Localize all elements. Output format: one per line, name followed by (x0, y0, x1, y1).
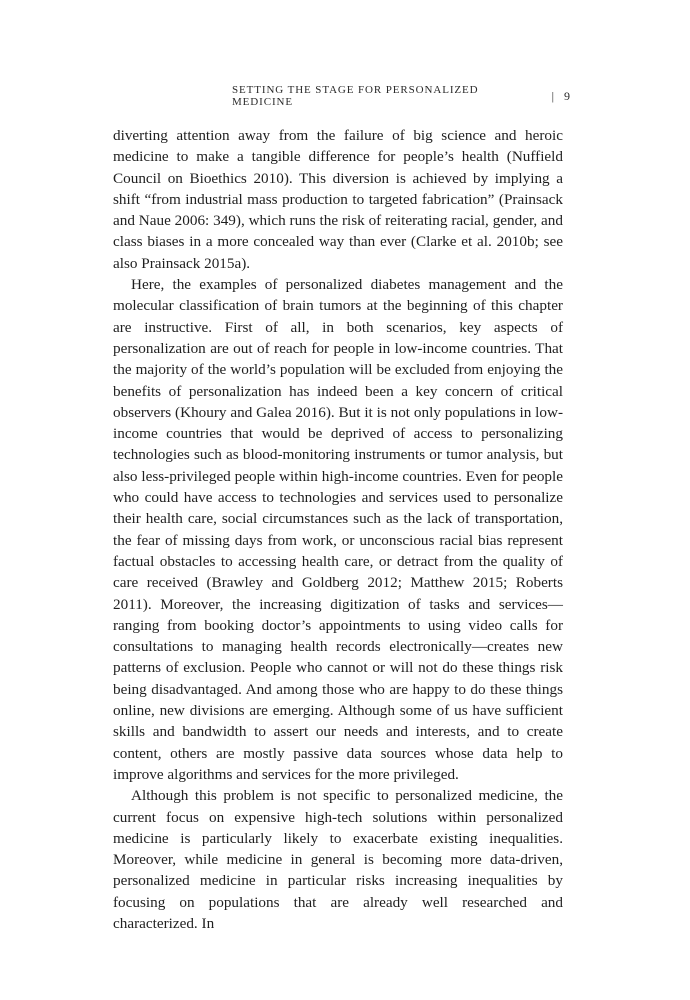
running-head-title: SETTING THE STAGE FOR PERSONALIZED MEDICINE (232, 84, 479, 108)
page-number: 9 (564, 88, 570, 103)
paragraph-2: Here, the examples of personalized diabetes management and the molecular classification of brain tumors at the beginning of this chapter are instructive. First of all, in both scenarios, key aspects of personalization are out of reach for people in low-income countries. That the majority of the world’s population will be excluded from enjoying the benefits of personalization has indeed been a key concern of critical observers (Khoury and Galea 2016). But it is not only populations in low-income countries that would be deprived of access to personalizing technologies such as blood-monitoring instruments or tumor analysis, but also less-privileged people within high-income countries. Even for people who could have access to technologies and services used to personalize their health care, social circumstances such as the lack of transportation, the fear of missing days from work, or unconscious racial bias represent factual obstacles to accessing health care, or detract from the quality of care received (Brawley and Goldberg 2012; Matthew 2015; Roberts 2011). Moreover, the increasing digitization of tasks and services—ranging from booking doctor’s appointments to using video calls for consultations to managing health records electronically—creates new patterns of exclusion. People who cannot or will not do these things risk being disadvantaged. And among those who are happy to do these things online, new divisions are emerging. Although some of us have sufficient skills and bandwidth to assert our needs and interests, and to create content, others are mostly passive data sources whose data help to improve algorithms and services for the more privileged. (113, 276, 563, 783)
running-head-separator: | (551, 88, 554, 103)
body-text (113, 125, 563, 934)
paragraph-1: diverting attention away from the failure of big science and heroic medicine to make a tangible difference for people’s health (Nuffield Council on Bioethics 2010). This diversion is achieved by implying a shift “from industrial mass production to targeted fabrication” (Prainsack and Naue 2006: 349), which runs the risk of reiterating racial, gender, and class biases in a more concealed way than ever (Clarke et al. 2010b; see also Prainsack 2015a). (113, 127, 563, 272)
paragraph-3: Although this problem is not specific to personalized medicine, the current focus on expensive high-tech solutions within personalized medicine is particularly likely to exacerbate existing inequalities. Moreover, while medicine in general is becoming more data-driven, personalized medicine in particular risks increasing inequalities by focusing on populations that are already well researched and characterized. In (113, 787, 563, 932)
running-head (232, 86, 570, 106)
